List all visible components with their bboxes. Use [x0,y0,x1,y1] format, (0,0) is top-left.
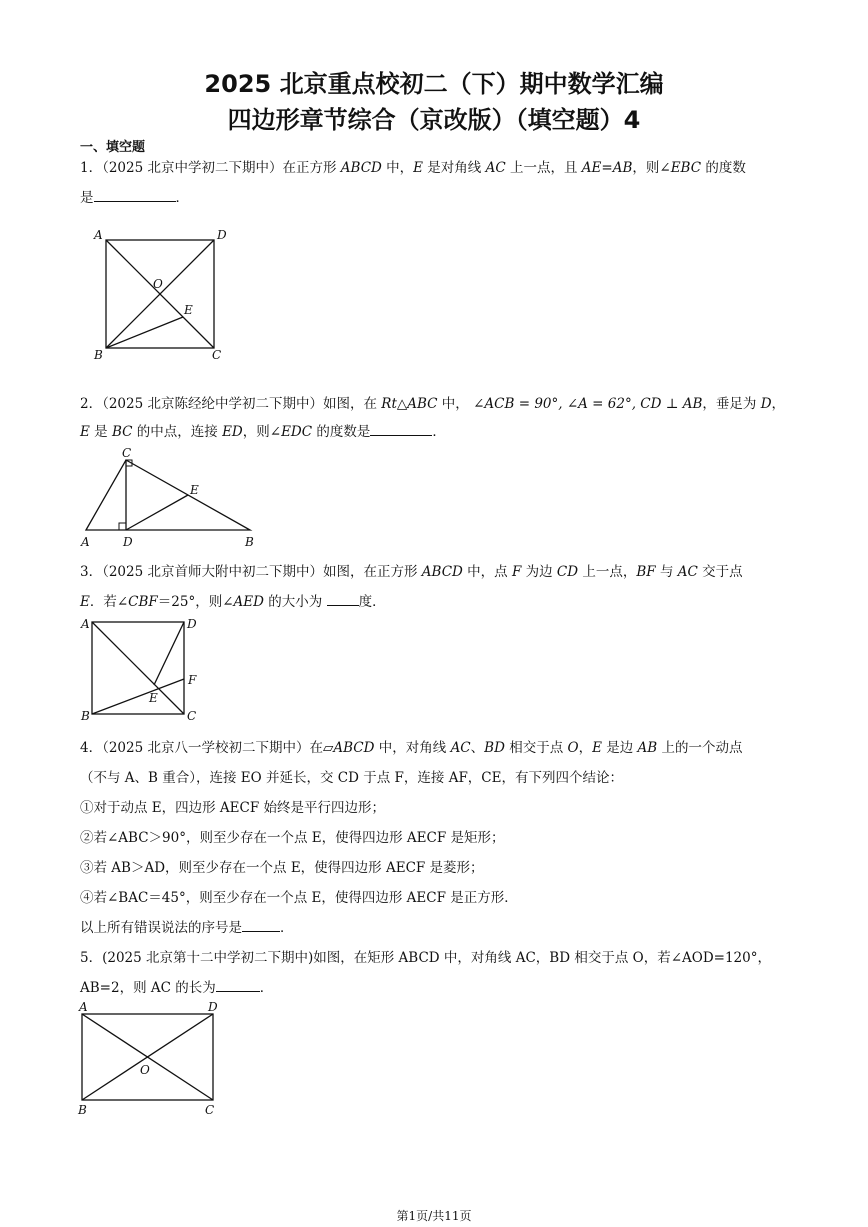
section-heading: 一、填空题 [80,140,146,155]
label-C: C [205,1103,215,1117]
figure-3-square [78,614,208,726]
question-5-text-line2: AB=2，则 AC 的长为 ． [80,980,274,996]
label-E: E [184,303,193,317]
question-4-ask: 以上所有错误说法的序号是 ． [80,920,294,936]
question-4-conclusion-1: ①对于动点 E，四边形 AECF 始终是平行四边形； [80,800,386,816]
answer-blank-1[interactable] [94,189,176,202]
label-O: O [153,277,163,291]
label-D: D [123,535,133,549]
question-3-text-line2: E．若∠CBF＝25°，则∠AED 的大小为 度． [80,594,386,610]
label-D: D [187,617,197,631]
question-3-text: 3．（2025 北京首师大附中初二下期中）如图，在正方形 ABCD 中，点 F 为边 CD 上一点，BF 与 AC 交于点 [80,564,743,580]
answer-blank-3[interactable] [327,593,359,606]
question-1-text-line2: 是 ． [80,190,189,206]
question-4-text: 4．（2025 北京八一学校初二下期中）在▱ABCD 中，对角线 AC、BD 相交于点 O，E 是边 AB 上的一个动点 [80,740,743,756]
label-B: B [81,709,90,723]
label-D: D [217,228,227,242]
question-4-conclusion-3: ③若 AB＞AD，则至少存在一个点 E，使得四边形 AECF 是菱形； [80,860,484,876]
label-A: A [79,1000,88,1014]
question-2-text-line2: E 是 BC 的中点，连接 ED，则∠EDC 的度数是 ． [80,424,446,440]
label-B: B [94,348,103,362]
page-subtitle: 四边形章节综合（京改版）（填空题）4 [227,106,641,134]
label-A: A [81,617,90,631]
label-E: E [149,691,158,705]
page-number: 第1页/共11页 [396,1209,472,1223]
answer-blank-5[interactable] [216,979,260,992]
figure-2-triangle [78,446,268,552]
label-O: O [140,1063,150,1077]
label-F: F [188,673,197,687]
answer-blank-2[interactable] [370,423,432,436]
question-2-text: 2．（2025 北京陈经纶中学初二下期中）如图，在 Rt△ABC 中， ∠ACB = 90°, ∠A = 62°, CD ⊥ AB，垂足为 D， [80,396,786,412]
question-4-text-line2: （不与 A、B 重合），连接 EO 并延长，交 CD 于点 F，连接 AF，CE，有下列四个结论： [80,770,623,786]
label-B: B [78,1103,87,1117]
question-4-conclusion-4: ④若∠BAC＝45°，则至少存在一个点 E，使得四边形 AECF 是正方形． [80,890,518,906]
label-C: C [187,709,197,723]
label-E: E [190,483,199,497]
figure-5-rectangle [74,1000,234,1122]
label-D: D [208,1000,218,1014]
label-C: C [212,348,222,362]
label-A: A [81,535,90,549]
question-1-text: 1．（2025 北京中学初二下期中）在正方形 ABCD 中，E 是对角线 AC 上一点，且 AE=AB，则∠EBC 的度数 [80,160,746,176]
question-5-text: 5．(2025 北京第十二中学初二下期中)如图，在矩形 ABCD 中，对角线 AC，BD 相交于点 O，若∠AOD=120°， [80,950,771,966]
answer-blank-4[interactable] [242,919,280,932]
label-B: B [245,535,254,549]
page-title: 2025 北京重点校初二（下）期中数学汇编 [204,70,664,98]
label-A: A [94,228,103,242]
label-C: C [122,446,132,460]
question-4-conclusion-2: ②若∠ABC＞90°，则至少存在一个点 E，使得四边形 AECF 是矩形； [80,830,505,846]
figure-1-square [90,226,240,366]
